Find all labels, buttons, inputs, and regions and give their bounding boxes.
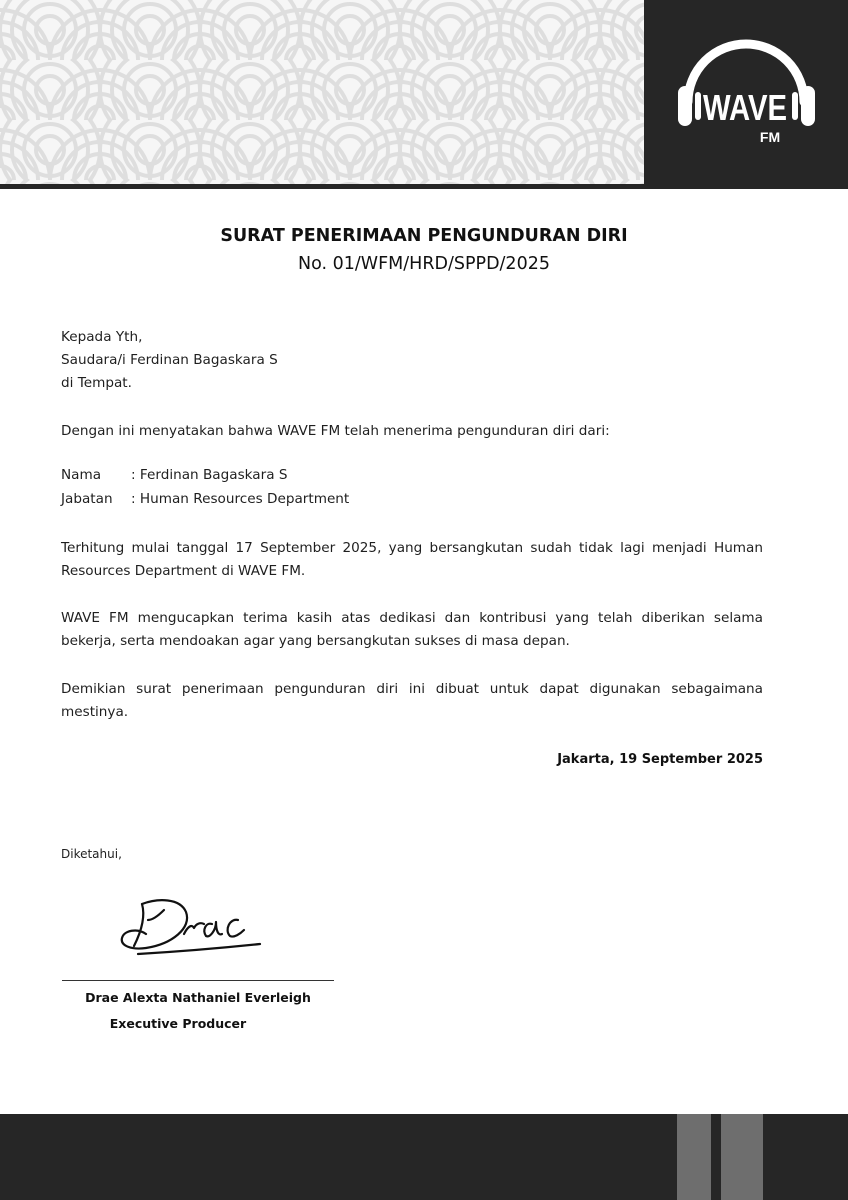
footer-stripe <box>677 1114 711 1200</box>
logo-wordmark: WAVE <box>703 87 787 128</box>
recipient-location: di Tempat. <box>61 375 132 391</box>
effective-date-paragraph: Terhitung mulai tanggal 17 September 2025, yang bersangkutan sudah tidak lagi menjadi Human Resources Department di WAVE FM. <box>61 540 763 579</box>
handwritten-signature <box>112 890 272 969</box>
field-label-name: Nama <box>61 467 102 483</box>
footer-band <box>0 1114 848 1200</box>
closing-paragraph: Demikian surat penerimaan pengunduran diri ini dibuat untuk dapat digunakan sebagaimana mestinya. <box>61 681 763 720</box>
header-wave-pattern <box>0 0 644 186</box>
recipient-salutation: Kepada Yth, <box>61 329 143 345</box>
letter-title: SURAT PENERIMAAN PENGUNDURAN DIRI <box>220 226 628 246</box>
signature-line <box>62 980 334 981</box>
place-date: Jakarta, 19 September 2025 <box>557 752 763 767</box>
footer-stripe <box>721 1114 763 1200</box>
field-label-position: Jabatan <box>61 491 113 507</box>
recipient-name: Saudara/i Ferdinan Bagaskara S <box>61 352 278 368</box>
header-rule <box>0 184 644 189</box>
field-value-name: : Ferdinan Bagaskara S <box>131 467 288 483</box>
field-value-position: : Human Resources Department <box>131 491 350 507</box>
signer-role: Executive Producer <box>109 1016 247 1031</box>
thanks-paragraph: WAVE FM mengucapkan terima kasih atas dedikasi dan kontribusi yang telah diberikan selama bekerja, serta mendoakan agar yang bersangkutan sukses di masa depan. <box>61 610 763 649</box>
acknowledged-label: Diketahui, <box>61 847 122 861</box>
signer-name: Drae Alexta Nathaniel Everleigh <box>85 990 311 1005</box>
logo-subtext: FM <box>759 129 781 145</box>
intro-statement: Dengan ini menyatakan bahwa WAVE FM telah menerima pengunduran diri dari: <box>61 423 610 439</box>
letter-number: No. 01/WFM/HRD/SPPD/2025 <box>298 254 550 274</box>
wave-fm-logo <box>644 0 848 189</box>
